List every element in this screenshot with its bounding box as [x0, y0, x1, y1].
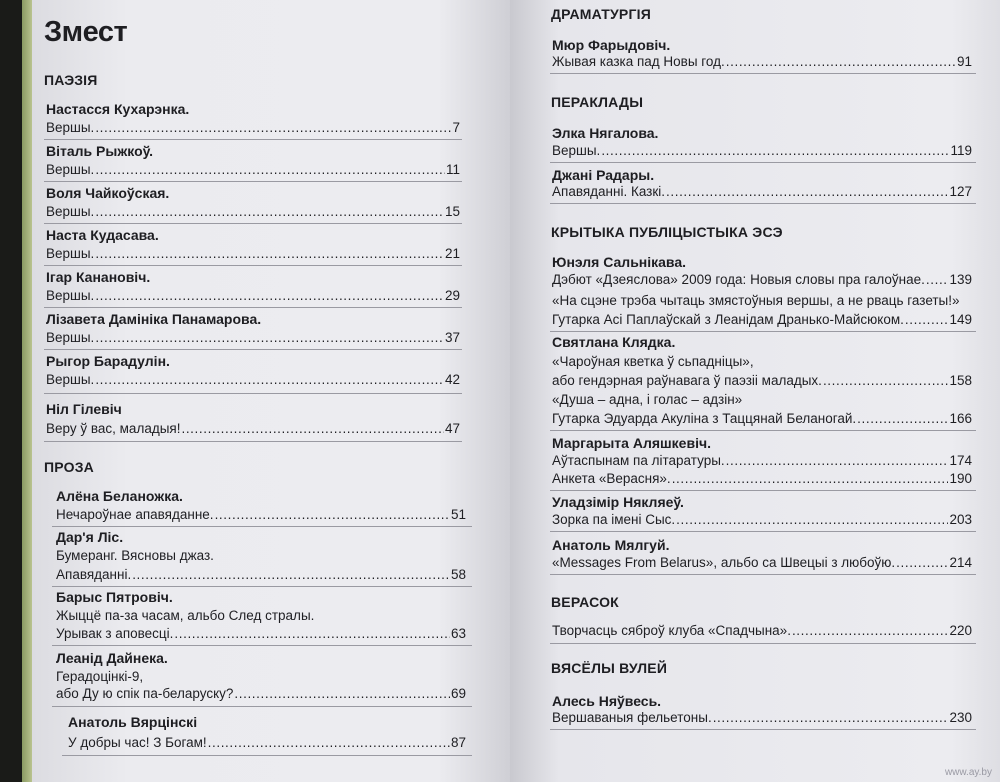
dot-leader — [174, 626, 450, 641]
dot-leader — [215, 507, 450, 522]
author-name: Ігар Канановіч. — [46, 269, 151, 285]
section-heading-translations: ПЕРАКЛАДЫ — [551, 94, 644, 110]
author-name: Наста Кудасава. — [46, 227, 159, 243]
section-heading-drama: ДРАМАТУРГІЯ — [551, 6, 651, 22]
author-name: Элка Нягалова. — [552, 125, 659, 141]
page-number: 158 — [949, 373, 972, 388]
divider — [52, 645, 472, 646]
author-name: Лізавета Дамініка Панамарова. — [46, 311, 262, 327]
page-number: 119 — [950, 143, 972, 158]
page-number: 7 — [452, 120, 460, 135]
page-number: 203 — [949, 512, 972, 527]
divider — [52, 526, 472, 527]
entry-title: Анкета «Верасня». — [552, 471, 671, 486]
entry-title: Вершы. — [46, 204, 95, 219]
entry-title: або гендэрная раўнавага ў паэзіі маладых. — [552, 373, 822, 388]
entry-title: Вершы. — [46, 330, 95, 345]
divider — [550, 643, 976, 644]
entry-title: Вершы. — [46, 246, 95, 261]
entry-subtitle: Герадоцінкі-9, — [56, 669, 144, 684]
entry-title: Жывая казка пад Новы год. — [552, 54, 725, 69]
dot-leader — [792, 623, 949, 638]
author-name: Анатоль Мялгуй. — [552, 537, 670, 553]
dot-leader — [713, 710, 949, 725]
page-number: 149 — [949, 312, 972, 327]
dot-leader — [726, 453, 949, 468]
author-name: Джані Радары. — [552, 167, 655, 183]
page-number: 47 — [444, 421, 460, 436]
author-name: Мюр Фарыдовіч. — [552, 37, 671, 53]
toc-entry[interactable] — [552, 623, 972, 638]
entry-title: Вершы. — [46, 162, 95, 177]
entry-title: Урывак з аповесці. — [56, 626, 174, 641]
divider — [52, 706, 472, 707]
divider — [44, 393, 462, 394]
dot-leader — [95, 246, 444, 261]
dot-leader — [896, 555, 948, 570]
section-heading-vulei: ВЯСЁЛЫ ВУЛЕЙ — [551, 660, 668, 676]
page-number: 139 — [949, 272, 972, 287]
entry-subtitle: Бумеранг. Вясновы джаз. — [56, 548, 214, 563]
toc-entry[interactable] — [46, 421, 460, 436]
author-name: Святлана Клядка. — [552, 334, 676, 350]
toc-entry[interactable] — [46, 288, 460, 303]
divider — [44, 349, 462, 350]
entry-title: «Messages From Belarus», альбо са Швецыі з любоўю. — [552, 555, 896, 570]
section-heading-poetry: ПАЭЗІЯ — [44, 72, 98, 88]
page-number: 63 — [450, 626, 466, 641]
author-name: Воля Чайкоўская. — [46, 185, 170, 201]
author-name: Леанід Дайнека. — [56, 650, 168, 666]
page-number: 37 — [444, 330, 460, 345]
toc-entry[interactable] — [552, 373, 972, 388]
entry-subtitle: «На сцэне трэба чытаць змястоўныя вершы, а не рваць газеты!» — [552, 293, 960, 308]
entry-title: Зорка па імені Сыс. — [552, 512, 676, 527]
dot-leader — [823, 373, 949, 388]
book-cover-edge — [22, 0, 32, 782]
toc-entry[interactable] — [552, 512, 972, 527]
dot-leader — [234, 686, 450, 701]
toc-entry[interactable] — [552, 710, 972, 725]
toc-entry[interactable] — [552, 184, 972, 199]
entry-title: Вершаваныя фельетоны. — [552, 710, 712, 725]
page-number: 42 — [444, 372, 460, 387]
divider — [44, 139, 462, 140]
divider — [550, 73, 976, 74]
entry-title: Апавяданні. — [56, 567, 132, 582]
author-name: Рыгор Барадулін. — [46, 353, 170, 369]
author-name: Уладзімір Някляеў. — [552, 494, 684, 510]
toc-entry[interactable] — [552, 555, 972, 570]
toc-entry[interactable] — [552, 143, 972, 158]
dot-leader — [726, 54, 956, 69]
author-name: Анатоль Вярцінскі — [68, 714, 198, 730]
toc-entry[interactable] — [46, 204, 460, 219]
entry-title: Вершы. — [46, 372, 95, 387]
author-name: Юнэля Сальнікава. — [552, 254, 687, 270]
entry-title: Вершы. — [46, 288, 95, 303]
toc-entry[interactable] — [56, 626, 466, 641]
dot-leader — [95, 372, 444, 387]
dot-leader — [181, 421, 444, 436]
divider — [550, 203, 976, 204]
toc-entry[interactable] — [68, 735, 466, 750]
page-number: 21 — [444, 246, 460, 261]
entry-subtitle: «Душа – адна, і голас – адзін» — [552, 392, 743, 407]
entry-title: Творчасць сяброў клуба «Спадчына». — [552, 623, 791, 638]
toc-entry[interactable] — [56, 567, 466, 582]
section-heading-prose: ПРОЗА — [44, 459, 94, 475]
page-number: 29 — [444, 288, 460, 303]
page-number: 87 — [450, 735, 466, 750]
right-page — [510, 0, 1000, 782]
entry-title: Гутарка Эдуарда Акуліна з Таццянай Беланогай. — [552, 411, 857, 426]
entry-title: Дэбют «Дзеяслова» 2009 года: Новыя словы пра галоўнае. — [552, 272, 925, 287]
divider — [52, 586, 472, 587]
divider — [44, 181, 462, 182]
entry-title: Веру ў вас, маладыя! — [46, 421, 181, 436]
page-number: 51 — [450, 507, 466, 522]
divider — [550, 331, 976, 332]
page-number: 166 — [949, 411, 972, 426]
divider — [550, 490, 976, 491]
divider — [44, 265, 462, 266]
entry-title: Нечароўнае апавяданне. — [56, 507, 214, 522]
entry-title: Вершы. — [552, 143, 601, 158]
author-name: Настасся Кухарэнка. — [46, 101, 190, 117]
divider — [44, 223, 462, 224]
entry-title: Вершы. — [46, 120, 95, 135]
dot-leader — [95, 120, 451, 135]
toc-entry[interactable] — [46, 246, 460, 261]
entry-title: Апавяданні. Казкі. — [552, 184, 666, 199]
author-name: Ніл Гілевіч — [46, 401, 122, 417]
watermark: www.ay.by — [944, 767, 992, 778]
page-number: 127 — [949, 184, 972, 199]
dot-leader — [672, 471, 949, 486]
dot-leader — [132, 567, 450, 582]
toc-entry[interactable] — [56, 507, 466, 522]
left-page — [32, 0, 510, 782]
page-number: 11 — [445, 162, 460, 177]
entry-title: У добры час! З Богам! — [68, 735, 207, 750]
divider — [550, 729, 976, 730]
toc-entry[interactable] — [552, 312, 972, 327]
entry-title: або Ду ю спік па-беларуску? — [56, 686, 234, 701]
entry-subtitle: «Чароўная кветка ў сьпадніцы», — [552, 354, 754, 369]
page-number: 220 — [949, 623, 972, 638]
dot-leader — [905, 312, 949, 327]
toc-entry[interactable] — [552, 453, 972, 468]
book-spine — [0, 0, 22, 782]
dot-leader — [857, 411, 948, 426]
page-number: 230 — [949, 710, 972, 725]
author-name: Віталь Рыжкоў. — [46, 143, 154, 159]
dot-leader — [676, 512, 948, 527]
toc-entry[interactable] — [46, 330, 460, 345]
page-title: Змест — [44, 16, 128, 48]
dot-leader — [95, 288, 444, 303]
toc-entry[interactable] — [552, 272, 972, 287]
author-name: Дар'я Ліс. — [56, 529, 124, 545]
toc-entry[interactable] — [552, 411, 972, 426]
divider — [62, 755, 472, 756]
page-number: 15 — [444, 204, 460, 219]
dot-leader — [666, 184, 948, 199]
section-heading-verasok: ВЕРАСОК — [551, 594, 619, 610]
section-heading-criticism: КРЫТЫКА ПУБЛІЦЫСТЫКА ЭСЭ — [551, 224, 783, 240]
dot-leader — [601, 143, 949, 158]
dot-leader — [926, 272, 949, 287]
divider — [44, 441, 462, 442]
toc-entry[interactable] — [56, 686, 466, 701]
page-number: 174 — [949, 453, 972, 468]
page-number: 58 — [450, 567, 466, 582]
divider — [550, 162, 976, 163]
page-number: 91 — [956, 54, 972, 69]
divider — [44, 307, 462, 308]
toc-entry[interactable] — [46, 120, 460, 135]
toc-entry[interactable] — [46, 372, 460, 387]
author-name: Алёна Беланожка. — [56, 488, 183, 504]
divider — [550, 531, 976, 532]
page-number: 190 — [949, 471, 972, 486]
divider — [550, 430, 976, 431]
entry-title: Аўтаспынам па літаратуры. — [552, 453, 725, 468]
toc-entry[interactable] — [552, 471, 972, 486]
toc-entry[interactable] — [46, 162, 460, 177]
divider — [550, 574, 976, 575]
dot-leader — [208, 735, 450, 750]
dot-leader — [95, 330, 444, 345]
toc-entry[interactable] — [552, 54, 972, 69]
page-number: 69 — [450, 686, 466, 701]
entry-subtitle: Жыццё па-за часам, альбо След стралы. — [56, 608, 315, 623]
page-number: 214 — [949, 555, 972, 570]
author-name: Алесь Няўвесь. — [552, 693, 662, 709]
author-name: Барыс Пятровіч. — [56, 589, 173, 605]
author-name: Маргарыта Аляшкевіч. — [552, 435, 711, 451]
dot-leader — [95, 204, 444, 219]
entry-title: Гутарка Асі Паплаўскай з Леанідам Дранько-Майсюком. — [552, 312, 904, 327]
dot-leader — [95, 162, 445, 177]
